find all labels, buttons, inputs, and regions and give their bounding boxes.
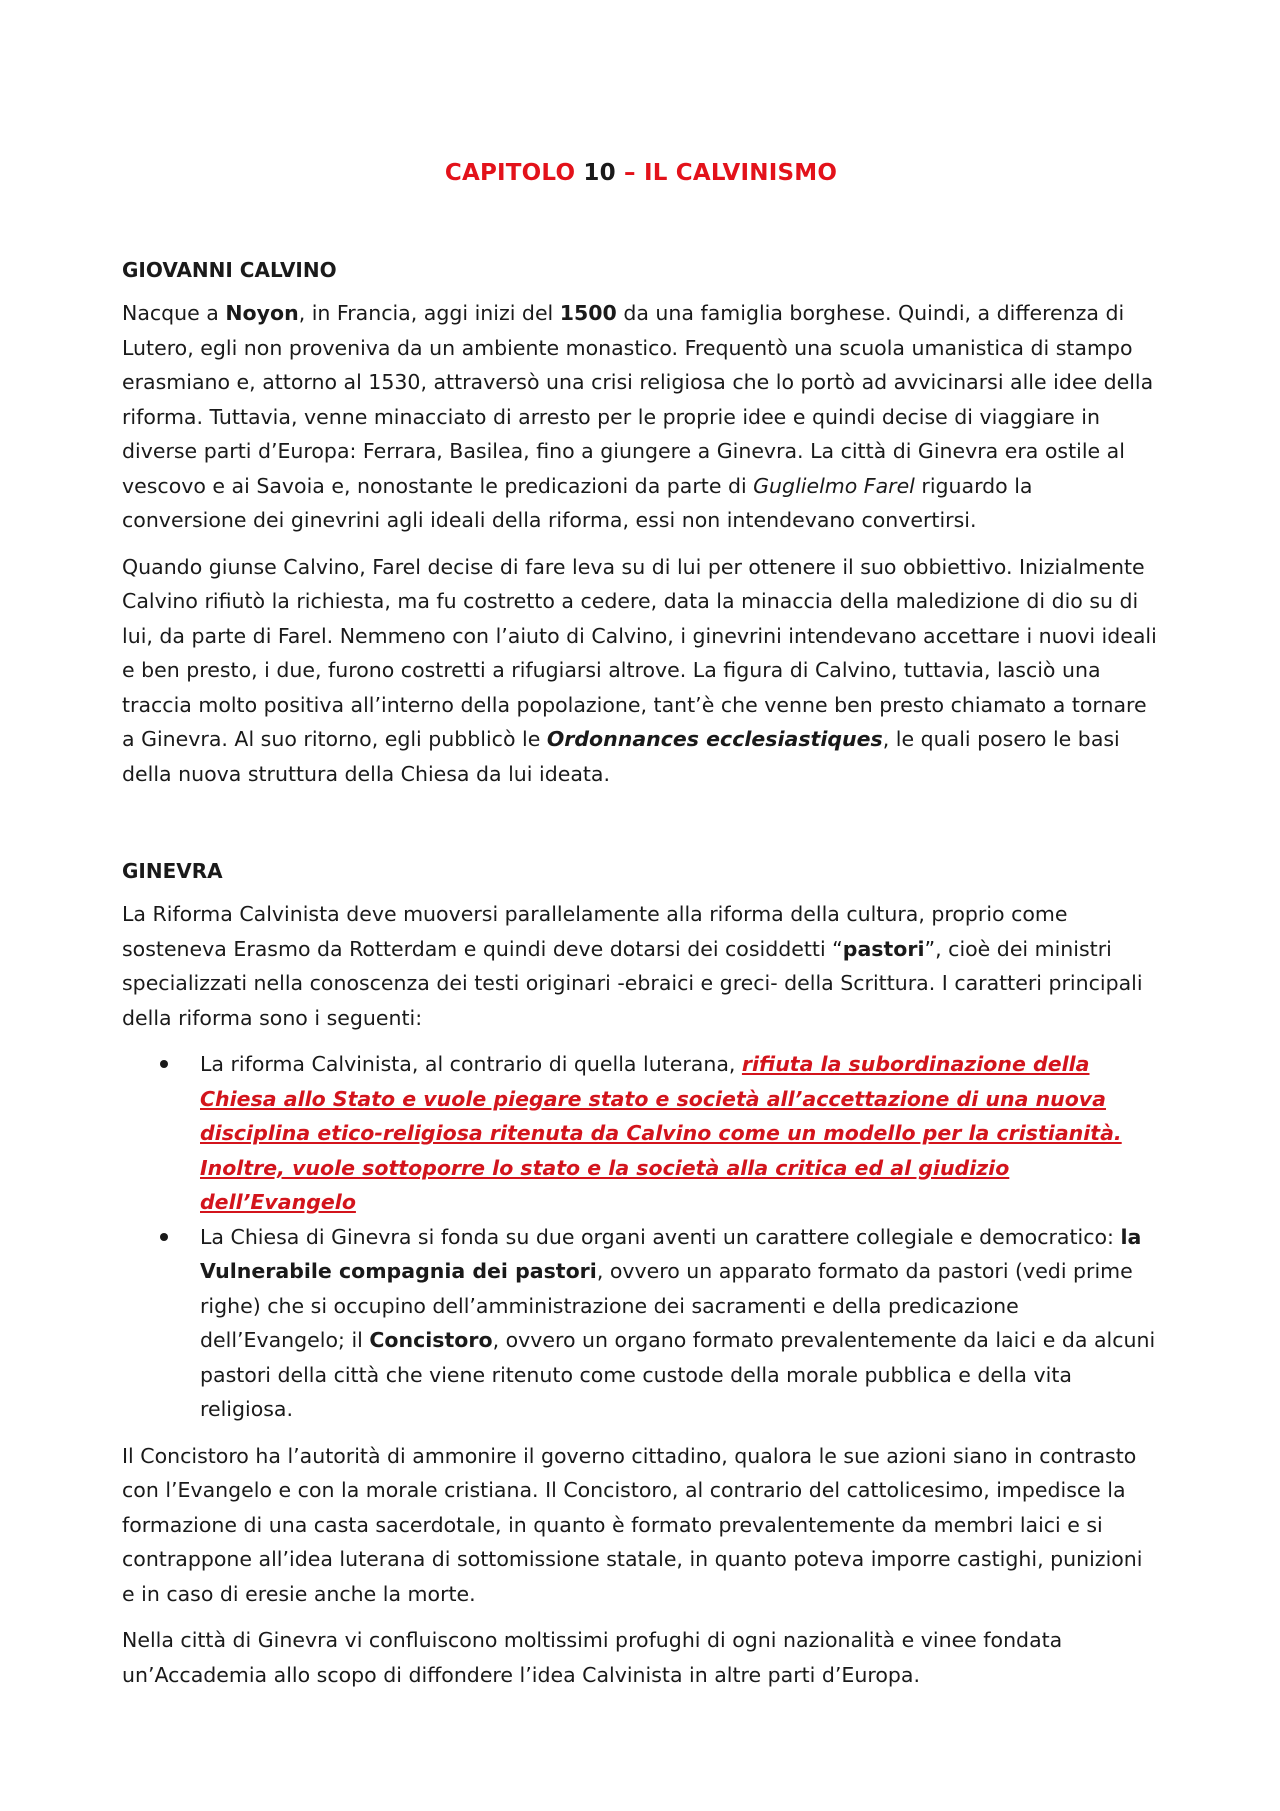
bold-italic-ordonnances: Ordonnances ecclesiastiques xyxy=(546,727,883,751)
chapter-title xyxy=(122,160,1160,186)
list-item xyxy=(200,1220,1160,1427)
section-heading-calvino: GIOVANNI CALVINO xyxy=(122,258,337,282)
paragraph-calvino-2 xyxy=(122,550,1160,792)
bullet-list xyxy=(122,1047,1160,1427)
text-run: La Riforma Calvinista deve muoversi parallelamente alla riforma della cultura, proprio come sosteneva Erasmo da Rotterdam e quindi deve dotarsi dei cosiddetti “ xyxy=(122,902,1068,961)
section-heading-ginevra: GINEVRA xyxy=(122,859,223,883)
bold-pastori: pastori xyxy=(842,936,925,961)
text-run: , le quali posero le basi della nuova struttura della Chiesa da lui ideata. xyxy=(122,727,1120,786)
title-suffix: – IL CALVINISMO xyxy=(615,160,838,186)
text-run: ”, cioè dei ministri specializzati nella conoscenza dei testi originari -ebraici e greci- della Scrittura. I caratteri principali della riforma sono i seguenti: xyxy=(122,936,1143,1030)
paragraph-ginevra-3: Nella città di Ginevra vi confluiscono moltissimi profughi di ogni nazionalità e vinee fondata un’Accademia allo scopo di diffondere l’idea Calvinista in altre parti d’Europa. xyxy=(122,1628,1063,1687)
text-run: riguardo la conversione dei ginevrini agli ideali della riforma, essi non intendevano convertirsi. xyxy=(122,473,1033,532)
bold-1500: 1500 xyxy=(559,301,617,325)
bold-noyon: Noyon xyxy=(225,301,299,325)
title-prefix: CAPITOLO xyxy=(444,160,584,186)
text-run: da una famiglia borghese. Quindi, a differenza di Lutero, egli non proveniva da un ambiente monastico. Frequentò una scuola umanistica di stampo erasmiano e, attorno al 1530, attraversò una crisi religiosa che lo portò ad avvicinarsi alle idee della riforma. Tuttavia, venne minacciato di arresto per le proprie idee e quindi decise di viaggiare in diverse parti d’Europa: Ferrara, Basilea, fino a giungere a Ginevra. La città di Ginevra era ostile al vescovo e ai Savoia e, nonostante le predicazioni da parte di xyxy=(122,301,1154,498)
text-run: La Chiesa di Ginevra si fonda su due organi aventi un carattere collegiale e democratico: xyxy=(200,1224,1121,1249)
text-run: , ovvero un apparato formato da pastori (vedi prime righe) che si occupino dell’amministrazione dei sacramenti e della predicazione dell’Evangelo; il xyxy=(200,1259,1133,1352)
title-number: 10 xyxy=(583,160,616,186)
text-run: , in Francia, aggi inizi del xyxy=(298,301,560,325)
section-spacer xyxy=(122,803,1160,859)
text-run: , ovvero un organo formato prevalentemente da laici e da alcuni pastori della città che viene ritenuto come custode della morale pubblica e della vita religiosa. xyxy=(200,1328,1156,1421)
paragraph-calvino-1 xyxy=(122,296,1160,538)
list-item xyxy=(200,1047,1160,1220)
text-run: La riforma Calvinista, al contrario di quella luterana, xyxy=(200,1052,742,1076)
paragraph-ginevra-1 xyxy=(122,897,1160,1035)
paragraph-ginevra-2: Il Concistoro ha l’autorità di ammonire il governo cittadino, qualora le sue azioni siano in contrasto con l’Evangelo e con la morale cristiana. Il Concistoro, al contrario del cattolicesimo, impedisce la formazione di una casta sacerdotale, in quanto è formato prevalentemente da membri laici e si contrappone all’idea luterana di sottomissione statale, in quanto poteva imporre castighi, punizioni e in caso di eresie anche la morte. xyxy=(122,1443,1143,1606)
highlighted-text: rifiuta la subordinazione della Chiesa allo Stato e vuole piegare stato e società all’accettazione di una nuova disciplina etico-religiosa ritenuta da Calvino come un modello per la cristianità. Inoltre, vuole sottoporre lo stato e la società alla critica ed al giudizio dell’Evangelo xyxy=(200,1052,1122,1214)
italic-farel: Guglielmo Farel xyxy=(753,473,915,498)
bold-concistoro: Concistoro xyxy=(369,1328,493,1352)
text-run: Quando giunse Calvino, Farel decise di fare leva su di lui per ottenere il suo obbiettivo. Inizialmente Calvino rifiutò la richiesta, ma fu costretto a cedere, data la minaccia della maledizione di dio su di lui, da parte di Farel. Nemmeno con l’aiuto di Calvino, i ginevrini intendevano accettare i nuovi ideali e ben presto, i due, furono costretti a rifugiarsi altrove. La figura di Calvino, tuttavia, lasciò una traccia molto positiva all’interno della popolazione, tant’è che venne ben presto chiamato a tornare a Ginevra. Al suo ritorno, egli pubblicò le xyxy=(122,554,1157,751)
bold-compagnia: la Vulnerabile compagnia dei pastori xyxy=(200,1224,1142,1283)
text-run: Nacque a xyxy=(122,301,226,325)
